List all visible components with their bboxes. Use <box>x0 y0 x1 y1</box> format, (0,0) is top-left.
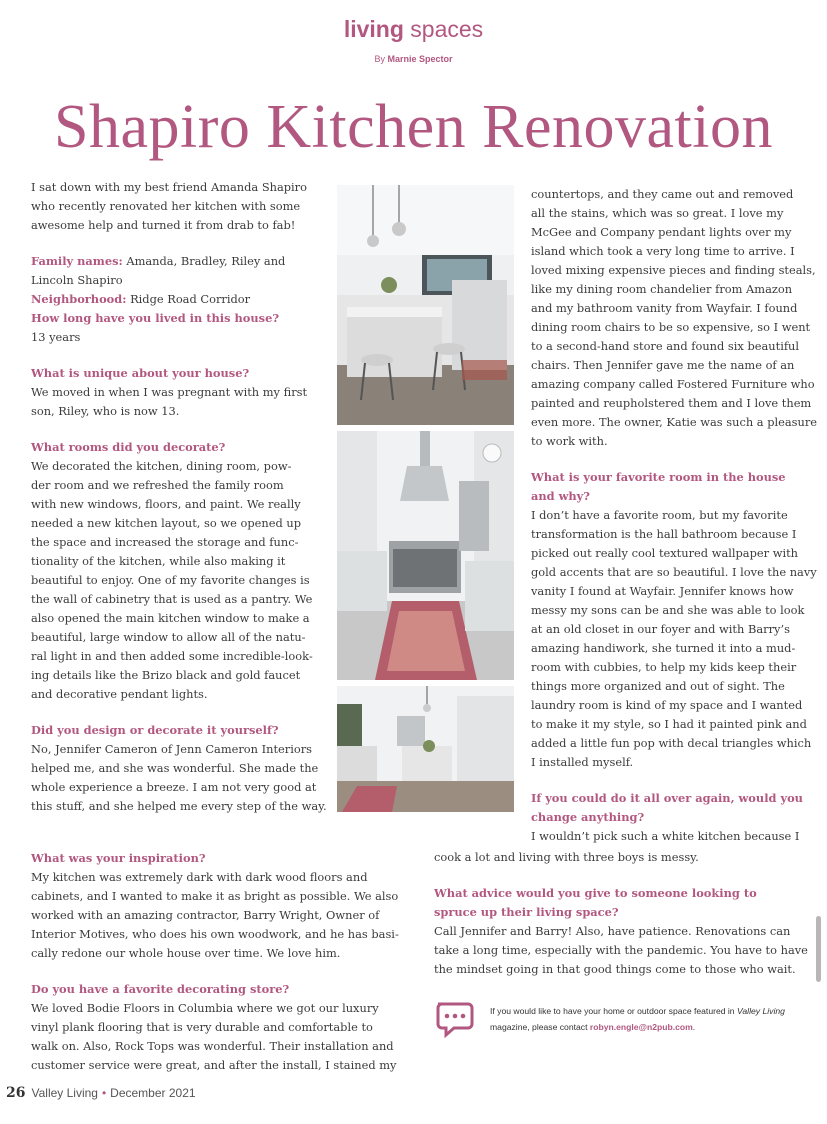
text-line: No, Jennifer Cameron of Jenn Cameron Interiors <box>31 742 313 756</box>
text-line: der room and we refreshed the family room <box>31 478 284 492</box>
byline <box>0 54 827 64</box>
text-line: take a long time, especially with the pandemic. You have to have <box>434 943 808 957</box>
question-advice: What advice would you give to someone looking to <box>434 886 757 900</box>
contact-email-link[interactable]: robyn.engle@n2pub.com <box>589 1022 693 1032</box>
text-line: cook a lot and living with three boys is messy. <box>434 850 699 864</box>
text-line: We moved in when I was pregnant with my first <box>31 385 308 399</box>
text-line: ing details like the Brizo black and gold faucet <box>31 668 301 682</box>
kitchen-photo-range <box>337 431 514 680</box>
note-magazine: Valley Living <box>736 1006 785 1016</box>
publication-name: Valley Living <box>31 1086 98 1100</box>
family-value: Amanda, Bradley, Riley and <box>126 254 286 268</box>
text-line: like my dining room chandelier from Amazon <box>531 282 793 296</box>
question-advice: spruce up their living space? <box>434 905 619 919</box>
text-line: amazing company called Fostered Furniture who <box>531 377 815 391</box>
bullet-separator: • <box>101 1086 107 1100</box>
text-line: to make it my style, so I had it painted pink and <box>531 717 807 731</box>
question-favorite: and why? <box>531 489 590 503</box>
question-store: Do you have a favorite decorating store? <box>31 982 290 996</box>
section-label-light: spaces <box>410 16 484 42</box>
text-line: We loved Bodie Floors in Columbia where we got our luxury <box>31 1001 379 1015</box>
text-line: with new windows, floors, and paint. We really <box>31 497 301 511</box>
text-line: son, Riley, who is now 13. <box>31 404 180 418</box>
question-unique: What is unique about your house? <box>31 366 250 380</box>
neighborhood-label: Neighborhood: <box>31 292 127 306</box>
text-line: beautiful to enjoy. One of my favorite changes is <box>31 573 310 587</box>
text-line: the wall of cabinetry that is used as a pantry. We <box>31 592 313 606</box>
text-line: tionality of the kitchen, while also making it <box>31 554 286 568</box>
section-label-bold: living <box>343 16 404 42</box>
family-names <box>31 252 331 271</box>
text-line: cally redone our whole house over time. We love him. <box>31 946 341 960</box>
text-line: worked with an amazing contractor, Barry Wright, Owner of <box>31 908 380 922</box>
note-text: If you would like to have your home or outdoor space featured in <box>490 1006 735 1016</box>
text-line: who recently renovated her kitchen with some <box>31 199 301 213</box>
text-line: awesome help and turned it from drab to fab! <box>31 218 296 232</box>
text-line: I sat down with my best friend Amanda Shapiro <box>31 180 307 194</box>
right-column-bottom <box>434 848 824 979</box>
text-line: messy my sons can be and she was able to look <box>531 603 805 617</box>
note-text-2: magazine, please contact <box>490 1022 588 1032</box>
text-line: customer service were great, and after the install, I stained my <box>31 1058 397 1072</box>
text-line: picked out really cool textured wallpaper with <box>531 546 799 560</box>
question-favorite: What is your favorite room in the house <box>531 470 786 484</box>
article-title: Shapiro Kitchen Renovation <box>54 93 773 161</box>
text-line: ral light in and then added some incredible-look- <box>31 649 313 663</box>
page-footer <box>6 1085 196 1101</box>
text-line: to work with. <box>531 434 608 448</box>
scrollbar-thumb[interactable] <box>816 916 821 982</box>
intro-paragraph <box>31 178 331 235</box>
text-line: helped me, and she was wonderful. She made the <box>31 761 319 775</box>
text-line: I don’t have a favorite room, but my favorite <box>531 508 788 522</box>
byline-prefix: By <box>374 54 385 64</box>
text-line: countertops, and they came out and removed <box>531 187 794 201</box>
text-line: My kitchen was extremely dark with dark wood floors and <box>31 870 368 884</box>
right-column <box>531 185 823 846</box>
text-line: beautiful, large window to allow all of the natu- <box>31 630 306 644</box>
text-line: loved mixing expensive pieces and finding steals, <box>531 263 816 277</box>
text-line: needed a new kitchen layout, so we opened up <box>31 516 301 530</box>
text-line: I wouldn’t pick such a white kitchen because I <box>531 829 800 843</box>
text-line: whole experience a breeze. I am not very good at <box>31 780 317 794</box>
text-line: walk on. Also, Rock Tops was wonderful. Their installation and <box>31 1039 394 1053</box>
page-number: 26 <box>6 1085 26 1101</box>
left-column-top <box>31 178 331 816</box>
text-line: Call Jennifer and Barry! Also, have patience. Renovations can <box>434 924 791 938</box>
kitchen-photo-wide <box>337 686 514 812</box>
text-line: McGee and Company pendant lights over my <box>531 225 792 239</box>
text-line: added a little fun pop with decal triangles which <box>531 736 812 750</box>
family-label: Family names: <box>31 254 123 268</box>
byline-author: Marnie Spector <box>387 54 453 64</box>
neighborhood <box>31 290 331 309</box>
text-line: gold accents that are so beautiful. I love the navy <box>531 565 817 579</box>
text-line: dining room chairs to be so expensive, so I went <box>531 320 811 334</box>
text-line: all the stains, which was so great. I love my <box>531 206 784 220</box>
text-line: the mindset going in that good things come to those who wait. <box>434 962 796 976</box>
text-line: the space and increased the storage and func- <box>31 535 299 549</box>
text-line: Interior Motives, who does his own woodwork, and he has basi- <box>31 927 399 941</box>
text-line: room with cubbies, to help my kids keep their <box>531 660 797 674</box>
question-over: change anything? <box>531 810 645 824</box>
neighborhood-value: Ridge Road Corridor <box>130 292 251 306</box>
question-over: If you could do it all over again, would you <box>531 791 803 805</box>
question-design: Did you design or decorate it yourself? <box>31 723 279 737</box>
question-rooms: What rooms did you decorate? <box>31 440 226 454</box>
text-line: vinyl plank flooring that is very durable and comfortable to <box>31 1020 373 1034</box>
question-inspiration: What was your inspiration? <box>31 851 206 865</box>
text-line: amazing handiwork, she turned it into a mud- <box>531 641 796 655</box>
text-line: things more organized and out of sight. The <box>531 679 785 693</box>
text-line: We decorated the kitchen, dining room, pow- <box>31 459 292 473</box>
note-end: . <box>692 1022 696 1032</box>
chat-bubble-icon <box>434 1000 478 1040</box>
text-line: I installed myself. <box>531 755 634 769</box>
text-line: and my bathroom vanity from Wayfair. I found <box>531 301 798 315</box>
text-line: this stuff, and she helped me every step of the way. <box>31 799 327 813</box>
text-line: transformation is the hall bathroom because I <box>531 527 797 541</box>
text-line: even more. The owner, Katie was such a pleasure <box>531 415 818 429</box>
issue-date: December 2021 <box>110 1086 196 1100</box>
text-line: to a second-hand store and found six beautiful <box>531 339 800 353</box>
text-line: cabinets, and I wanted to make it as bright as possible. We also <box>31 889 399 903</box>
text-line: chairs. Then Jennifer gave me the name of an <box>531 358 795 372</box>
section-label <box>0 16 827 43</box>
text-line: and decorative pendant lights. <box>31 687 208 701</box>
text-line: also opened the main kitchen window to make a <box>31 611 310 625</box>
kitchen-photo-island <box>337 185 514 425</box>
text-line: island which took a very long time to arrive. I <box>531 244 795 258</box>
text-line: vanity I found at Wayfair. Jennifer knows how <box>531 584 794 598</box>
text-line: at an old closet in our foyer and with Barry’s <box>531 622 790 636</box>
family-value-2: Lincoln Shapiro <box>31 273 123 287</box>
answer-lived: 13 years <box>31 330 81 344</box>
text-line: laundry room is kind of my space and I wanted <box>531 698 803 712</box>
question-lived: How long have you lived in this house? <box>31 311 279 325</box>
text-line: painted and reupholstered them and I love them <box>531 396 812 410</box>
left-column-bottom <box>31 849 426 1075</box>
feature-note <box>490 1003 820 1035</box>
